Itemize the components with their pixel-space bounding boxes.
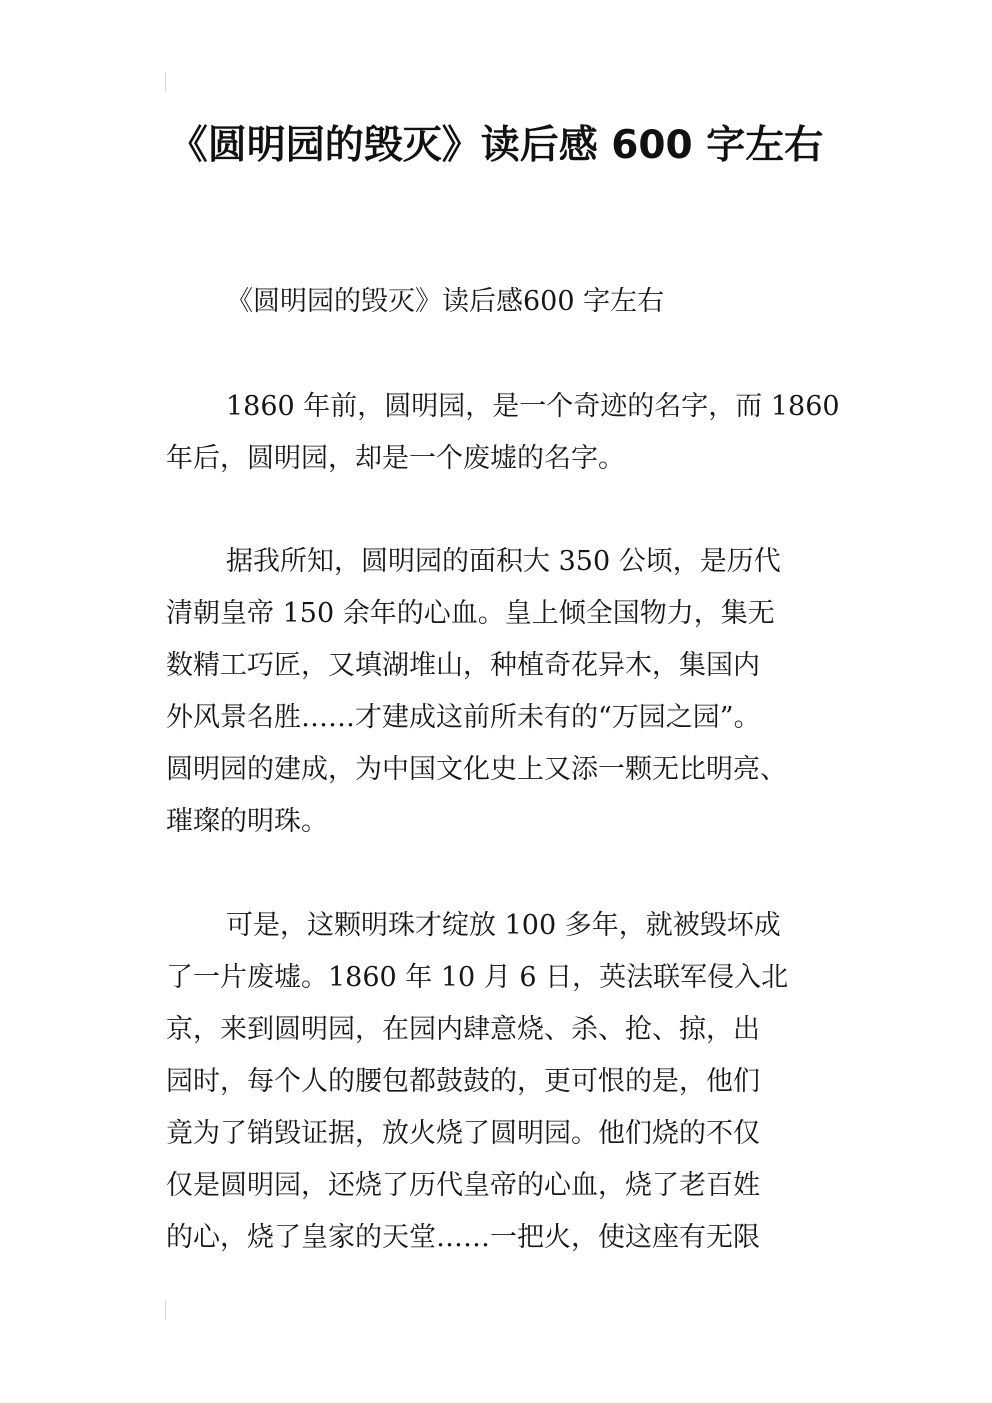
paragraph-3-line-6: 仅是圆明园，还烧了历代皇帝的心血，烧了老百姓: [166, 1170, 760, 1201]
paragraph-3-line-7: 的心，烧了皇家的天堂……一把火，使这座有无限: [166, 1222, 760, 1253]
paragraph-2-line-6: 璀璨的明珠。: [166, 806, 328, 837]
paragraph-2-line-5: 圆明园的建成，为中国文化史上又添一颗无比明亮、: [166, 754, 787, 785]
paragraph-2-line-2: 清朝皇帝 150 余年的心血。皇上倾全国物力，集无: [166, 598, 775, 629]
paragraph-2-line-1: 据我所知，圆明园的面积大 350 公顷，是历代: [226, 546, 781, 577]
paragraph-3-line-1: 可是，这颗明珠才绽放 100 多年，就被毁坏成: [226, 910, 781, 941]
paragraph-3-line-2: 了一片废墟。1860 年 10 月 6 日，英法联军侵入北: [166, 962, 789, 993]
paragraph-2-line-3: 数精工巧匠，又填湖堆山，种植奇花异木，集国内: [166, 650, 760, 681]
document-subtitle: 《圆明园的毁灭》读后感600 字左右: [226, 286, 665, 317]
paragraph-3-line-4: 园时，每个人的腰包都鼓鼓的，更可恨的是，他们: [166, 1066, 760, 1097]
paragraph-1-line-1: 1860 年前，圆明园，是一个奇迹的名字，而 1860: [226, 391, 840, 422]
document-title: 《圆明园的毁灭》读后感 600 字左右: [168, 123, 824, 168]
page-corner-mark-bottom: [165, 1300, 166, 1320]
paragraph-1-line-2: 年后，圆明园，却是一个废墟的名字。: [166, 443, 625, 474]
page-corner-mark-top: [165, 72, 166, 92]
paragraph-2-line-4: 外风景名胜……才建成这前所未有的“万园之园”。: [166, 702, 761, 733]
paragraph-3-line-5: 竟为了销毁证据，放火烧了圆明园。他们烧的不仅: [166, 1118, 760, 1149]
paragraph-3-line-3: 京，来到圆明园，在园内肆意烧、杀、抢、掠，出: [166, 1014, 760, 1045]
